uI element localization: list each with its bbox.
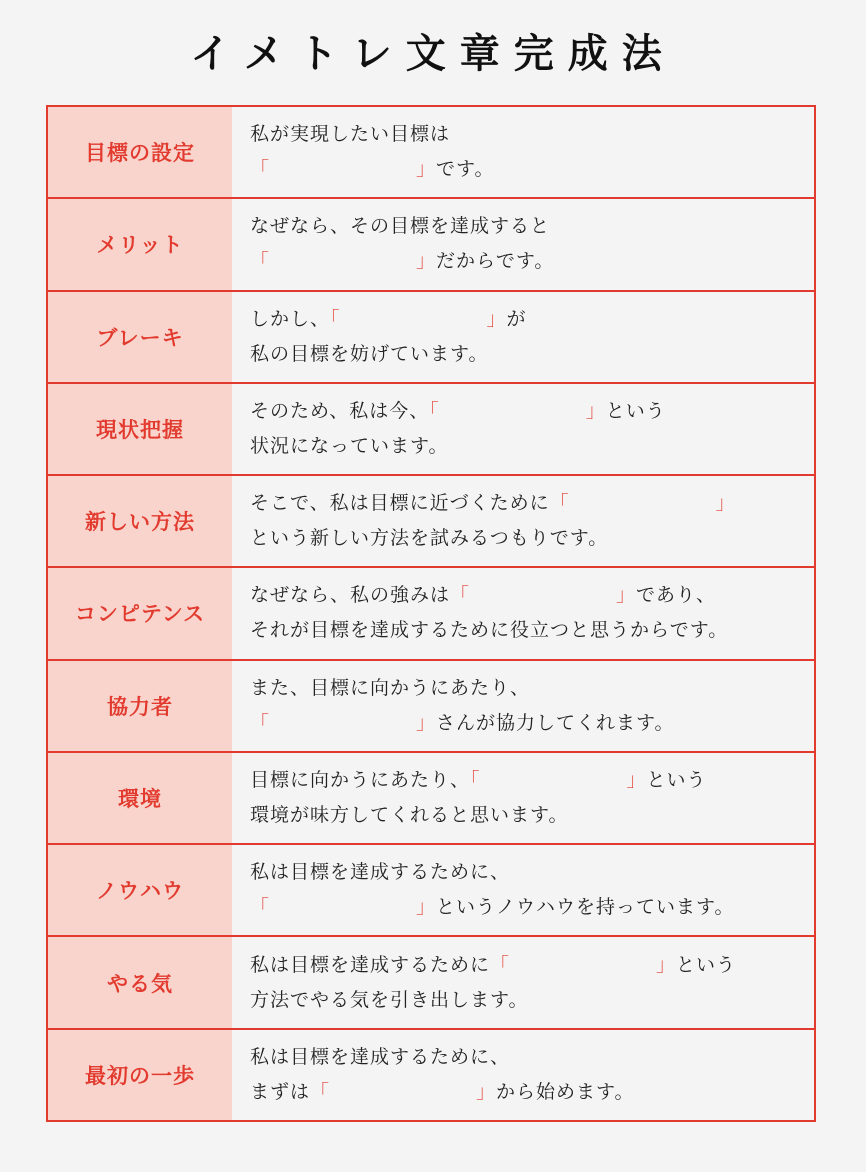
sentence-text: さんが協力してくれます。 [436, 711, 675, 734]
sentence-line [250, 117, 814, 152]
open-bracket: 「 [310, 1080, 331, 1103]
sentence-text: という新しい方法を試みるつもりです。 [250, 527, 609, 550]
sentence-line [250, 1040, 814, 1075]
sentence-text: 環境が味方してくれると思います。 [250, 803, 569, 826]
sentence-line [250, 244, 814, 279]
worksheet-table [46, 105, 816, 1122]
worksheet-row [48, 199, 814, 291]
sentence-text: という [676, 953, 737, 976]
sentence-line [250, 1075, 814, 1110]
open-bracket: 「 [250, 896, 271, 919]
row-sentence [232, 476, 814, 566]
row-label: メリット [48, 199, 232, 289]
sentence-text: という [605, 399, 666, 422]
row-label: 最初の一歩 [48, 1030, 232, 1120]
worksheet-row [48, 753, 814, 845]
worksheet-row [48, 661, 814, 753]
row-label: やる気 [48, 937, 232, 1027]
close-bracket: 」 [616, 584, 637, 607]
row-sentence [232, 199, 814, 289]
sentence-text: しかし、 [250, 307, 331, 330]
worksheet-row [48, 384, 814, 476]
close-bracket: 」 [486, 307, 507, 330]
page-title: イメトレ文章完成法 [190, 31, 676, 77]
open-bracket: 「 [549, 492, 570, 515]
sentence-text: そこで、私は目標に近づくために [250, 492, 550, 515]
close-bracket: 」 [416, 896, 437, 919]
sentence-line [250, 763, 814, 798]
row-sentence [232, 384, 814, 474]
row-sentence [232, 1030, 814, 1120]
sentence-text: 私は目標を達成するために [250, 953, 491, 976]
close-bracket: 」 [626, 768, 647, 791]
sentence-line [250, 209, 814, 244]
worksheet-row [48, 1030, 814, 1120]
sentence-text: 私が実現したい目標は [250, 123, 451, 146]
row-label: 目標の設定 [48, 107, 232, 197]
worksheet-row [48, 568, 814, 660]
row-sentence [232, 753, 814, 843]
row-sentence [232, 937, 814, 1027]
row-label: 現状把握 [48, 384, 232, 474]
row-label: 協力者 [48, 661, 232, 751]
worksheet-row [48, 845, 814, 937]
sentence-text: なぜなら、その目標を達成すると [250, 215, 551, 238]
sentence-text: から始めます。 [496, 1080, 635, 1103]
sentence-line [250, 948, 814, 983]
close-bracket: 」 [416, 250, 437, 273]
sentence-text: それが目標を達成するために役立つと思うからです。 [250, 619, 729, 642]
worksheet-row [48, 937, 814, 1029]
sentence-line [250, 890, 814, 925]
worksheet-row [48, 476, 814, 568]
sentence-text: 私は目標を達成するために、 [250, 861, 511, 884]
close-bracket: 」 [416, 711, 437, 734]
open-bracket: 「 [429, 399, 440, 422]
open-bracket: 「 [450, 584, 471, 607]
sentence-line [250, 429, 814, 464]
sentence-text: まずは [250, 1080, 311, 1103]
sentence-text: だからです。 [436, 250, 555, 273]
worksheet-row [48, 107, 814, 199]
sentence-text: 私の目標を妨げています。 [250, 342, 489, 365]
sentence-text: また、目標に向かうにあたり、 [250, 676, 531, 699]
row-sentence [232, 292, 814, 382]
sentence-text: 目標に向かうにあたり、 [250, 768, 471, 791]
row-sentence [232, 568, 814, 658]
sentence-line [250, 983, 814, 1018]
open-bracket: 「 [490, 953, 511, 976]
sentence-text: 私は目標を達成するために、 [250, 1045, 511, 1068]
worksheet-row [48, 292, 814, 384]
row-label: 環境 [48, 753, 232, 843]
row-sentence [232, 107, 814, 197]
close-bracket: 」 [416, 158, 437, 181]
sentence-text: そのため、私は今、 [250, 399, 430, 422]
open-bracket: 「 [250, 158, 271, 181]
row-label: ノウハウ [48, 845, 232, 935]
sentence-text: 方法でやる気を引き出します。 [250, 988, 529, 1011]
sentence-text: というノウハウを持っています。 [436, 896, 735, 919]
sentence-line [250, 798, 814, 833]
open-bracket: 「 [250, 250, 271, 273]
row-sentence [232, 845, 814, 935]
open-bracket: 「 [470, 768, 481, 791]
open-bracket: 「 [250, 711, 271, 734]
row-label: ブレーキ [48, 292, 232, 382]
sentence-line [250, 671, 814, 706]
sentence-line [250, 578, 814, 613]
sentence-text: であり、 [636, 584, 717, 607]
sentence-text: という [646, 768, 707, 791]
sentence-line [250, 521, 814, 556]
row-label: 新しい方法 [48, 476, 232, 566]
sentence-line [250, 613, 814, 648]
sentence-text: 状況になっています。 [250, 434, 449, 457]
sentence-text: なぜなら、私の強みは [250, 584, 451, 607]
close-bracket: 」 [476, 1080, 497, 1103]
sentence-line [250, 337, 814, 372]
sentence-text: が [506, 307, 527, 330]
sentence-line [250, 152, 814, 187]
sentence-text: です。 [436, 158, 495, 181]
row-label: コンピテンス [48, 568, 232, 658]
close-bracket: 」 [715, 492, 736, 515]
close-bracket: 」 [585, 399, 606, 422]
sentence-line [250, 302, 814, 337]
sentence-line [250, 394, 814, 429]
close-bracket: 」 [656, 953, 677, 976]
sentence-line [250, 486, 814, 521]
open-bracket: 「 [330, 307, 341, 330]
row-sentence [232, 661, 814, 751]
sentence-line [250, 855, 814, 890]
sentence-line [250, 706, 814, 741]
